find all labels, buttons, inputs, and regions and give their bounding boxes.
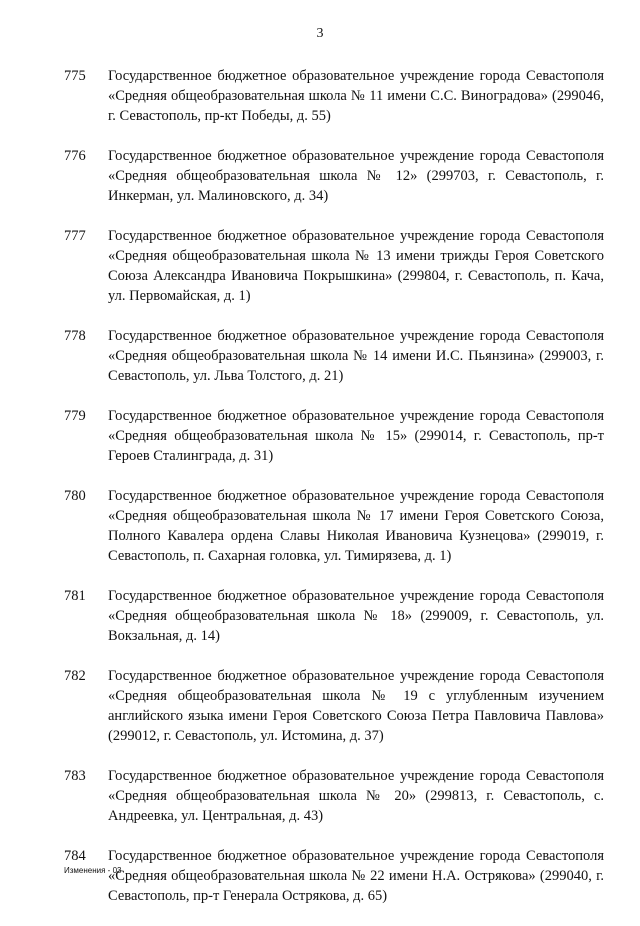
entry-text: Государственное бюджетное образовательное учреждение города Севастополя «Средняя общеобразовательная школа № 13 имени трижды Героя Советского Союза Александра Ивановича Покрышкина» (299804, г. Севастополь, п. Кача, ул. Первомайская, д. 1) bbox=[108, 228, 604, 304]
entry-text: Государственное бюджетное образовательное учреждение города Севастополя «Средняя общеобразовательная школа № 20» (299813, г. Севастополь, с. Андреевка, ул. Центральная, д. 43) bbox=[108, 768, 604, 824]
entry-list bbox=[64, 66, 604, 926]
entry-number: 783 bbox=[64, 768, 86, 784]
list-item bbox=[64, 666, 604, 746]
entry-number: 782 bbox=[64, 668, 86, 684]
list-item bbox=[64, 146, 604, 206]
page-number: 3 bbox=[316, 26, 324, 41]
entry-number: 775 bbox=[64, 68, 86, 84]
entry-text: Государственное бюджетное образовательное учреждение города Севастополя «Средняя общеобразовательная школа № 15» (299014, г. Севастополь, пр-т Героев Сталинграда, д. 31) bbox=[108, 408, 604, 464]
list-item bbox=[64, 226, 604, 306]
entry-text: Государственное бюджетное образовательное учреждение города Севастополя «Средняя общеобразовательная школа № 22 имени Н.А. Острякова» (299040, г. Севастополь, пр-т Генерала Острякова, д. 65) bbox=[108, 848, 604, 904]
entry-number: 781 bbox=[64, 588, 86, 604]
entry-text: Государственное бюджетное образовательное учреждение города Севастополя «Средняя общеобразовательная школа № 11 имени С.С. Виноградова» (299046, г. Севастополь, пр-кт Победы, д. 55) bbox=[108, 68, 604, 124]
entry-number: 777 bbox=[64, 228, 86, 244]
entry-number: 776 bbox=[64, 148, 86, 164]
list-item bbox=[64, 66, 604, 126]
list-item bbox=[64, 406, 604, 466]
list-item bbox=[64, 586, 604, 646]
footer-note: Изменения - 03 bbox=[64, 866, 122, 875]
list-item bbox=[64, 846, 604, 906]
entry-text: Государственное бюджетное образовательное учреждение города Севастополя «Средняя общеобразовательная школа № 19 с углубленным изучением английского языка имени Героя Советского Союза Петра Павловича Павлова» (299012, г. Севастополь, ул. Истомина, д. 37) bbox=[108, 668, 604, 744]
entry-text: Государственное бюджетное образовательное учреждение города Севастополя «Средняя общеобразовательная школа № 12» (299703, г. Севастополь, г. Инкерман, ул. Малиновского, д. 34) bbox=[108, 148, 604, 204]
entry-number: 784 bbox=[64, 848, 86, 864]
entry-text: Государственное бюджетное образовательное учреждение города Севастополя «Средняя общеобразовательная школа № 18» (299009, г. Севастополь, ул. Вокзальная, д. 14) bbox=[108, 588, 604, 644]
list-item bbox=[64, 766, 604, 826]
entry-text: Государственное бюджетное образовательное учреждение города Севастополя «Средняя общеобразовательная школа № 17 имени Героя Советского Союза, Полного Кавалера ордена Славы Николая Ивановича Кузнецова» (299019, г. Севастополь, п. Сахарная головка, ул. Тимирязева, д. 1) bbox=[108, 488, 604, 564]
entry-number: 779 bbox=[64, 408, 86, 424]
entry-number: 780 bbox=[64, 488, 86, 504]
entry-number: 778 bbox=[64, 328, 86, 344]
entry-text: Государственное бюджетное образовательное учреждение города Севастополя «Средняя общеобразовательная школа № 14 имени И.С. Пьянзина» (299003, г. Севастополь, ул. Льва Толстого, д. 21) bbox=[108, 328, 604, 384]
list-item bbox=[64, 326, 604, 386]
list-item bbox=[64, 486, 604, 566]
